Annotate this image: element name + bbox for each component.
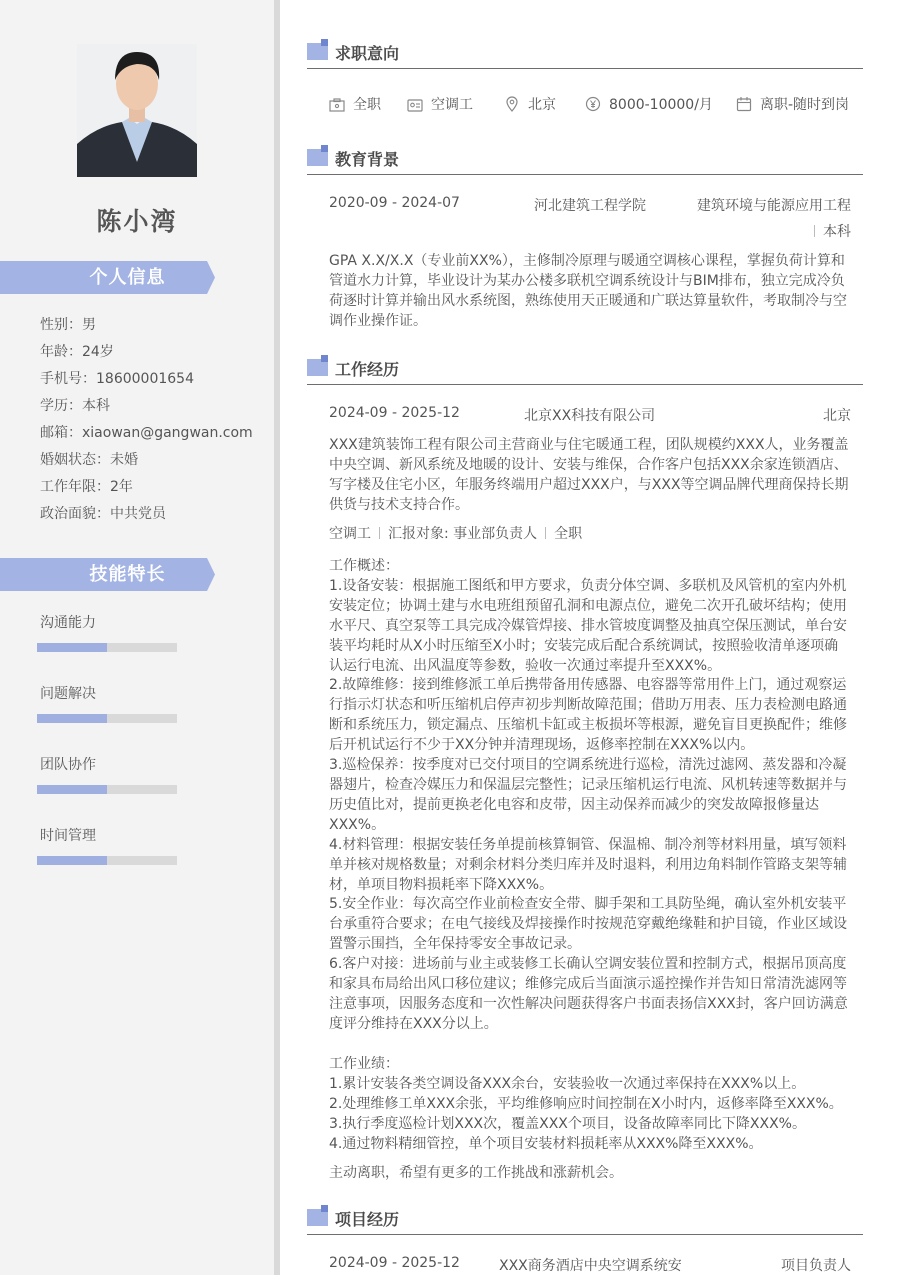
work-title: 工作经历	[335, 360, 400, 379]
intent-job-type-label: 全职	[353, 97, 381, 113]
education-description	[329, 251, 853, 331]
personal-info-header	[0, 261, 215, 294]
text-line: 度评分维持在XXX分以上。	[329, 1015, 498, 1032]
education-degree-wrap	[814, 221, 851, 241]
work-tag: 汇报对象: 事业部负责人	[388, 526, 538, 542]
work-header	[307, 355, 863, 385]
intent-salary-label: 8000-10000/月	[609, 97, 713, 113]
skill-bar	[37, 643, 177, 652]
text-line: 6.客户对接：进场前与业主或装修工长确认空调安装位置和控制方式，根据吊顶高度	[329, 956, 847, 973]
education-major: 建筑环境与能源应用工程	[697, 198, 851, 214]
calendar-icon	[736, 96, 752, 112]
work-company: 北京XX科技有限公司	[524, 408, 656, 424]
text-line: XXX%。	[329, 816, 386, 833]
personal-info-title: 个人信息	[89, 267, 166, 288]
text-line: 2.处理维修工单XXX余张，平均维修响应时间控制在X小时内，返修率降至XXX%。	[329, 1096, 843, 1112]
intent-position-label: 空调工	[431, 97, 473, 113]
tag-separator	[545, 527, 546, 539]
position-icon	[407, 98, 423, 112]
intent-job-type	[329, 94, 381, 114]
info-phone: 手机号：18600001654	[40, 371, 194, 387]
profile-photo	[77, 44, 197, 177]
text-line: 水平尺、真空泵等工具完成冷媒管焊接、排水管坡度调整及抽真空保压测试，单台安	[329, 617, 847, 634]
project-role: 项目负责人	[781, 1258, 851, 1274]
job-intent-title: 求职意向	[335, 44, 400, 63]
text-line: 装平均耗时从X小时压缩至X小时；安装完成后配合系统调试，按照验收清单逐项确	[329, 637, 839, 654]
info-education: 学历：本科	[40, 398, 110, 414]
education-header	[307, 145, 863, 175]
text-line: 1.设备安装：根据施工图纸和甲方要求，负责分体空调、多联机及风管机的室内外机	[329, 577, 847, 594]
skills-header	[0, 558, 215, 591]
text-line: 工作概述：	[329, 558, 399, 574]
skill-name: 沟通能力	[40, 615, 96, 631]
text-line: 台承重符合要求；在电气接线及焊接操作时按规范穿戴绝缘鞋和护目镜，作业区域设	[329, 916, 847, 933]
info-email: 邮箱：xiaowan@gangwan.com	[40, 425, 253, 441]
info-age: 年龄：24岁	[40, 344, 114, 360]
degree-separator	[814, 225, 815, 237]
text-line: 2.故障维修：接到维修派工单后携带备用传感器、电容器等常用件上门，通过观察运	[329, 677, 847, 694]
skill-bar	[37, 856, 177, 865]
text-line: 3.巡检保养：按季度对已交付项目的空调系统进行巡检，清洗过滤网、蒸发器和冷凝	[329, 757, 847, 774]
skill-name: 团队协作	[40, 757, 96, 773]
text-line: 供货与技术支持合作。	[329, 497, 469, 513]
skill-bar-fill	[37, 643, 107, 652]
info-years: 工作年限：2年	[40, 479, 133, 495]
work-tag: 全职	[554, 526, 583, 542]
skill-bar-fill	[37, 714, 107, 723]
skill-item	[40, 825, 180, 845]
skill-name: 问题解决	[40, 686, 96, 702]
skill-bar-fill	[37, 785, 107, 794]
text-line: 4.通过物料精细管控，单个项目安装材料损耗率从XXX%降至XXX%。	[329, 1136, 763, 1152]
education-degree: 本科	[823, 224, 851, 240]
text-line: 调作业操作证。	[329, 313, 427, 329]
skill-name: 时间管理	[40, 828, 96, 844]
candidate-name: 陈小湾	[96, 207, 178, 236]
project-header	[307, 1205, 863, 1235]
education-school: 河北建筑工程学院	[534, 198, 646, 214]
work-period: 2024-09 - 2025-12	[329, 405, 460, 421]
location-pin-icon	[504, 96, 520, 112]
skill-bar-fill	[37, 856, 107, 865]
intent-city	[504, 94, 556, 114]
info-marital: 婚姻状态：未婚	[40, 452, 138, 468]
text-line: 器翅片，检查冷媒压力和保温层完整性；记录压缩机运行电流、风机转速等数据并与	[329, 776, 847, 793]
intent-salary	[585, 94, 713, 114]
skill-bar	[37, 785, 177, 794]
skill-item	[40, 612, 180, 632]
text-line: 工作业绩：	[329, 1056, 399, 1072]
intent-availability-label: 离职-随时到岗	[760, 97, 850, 113]
text-line: 单并核对规格数量；对剩余材料分类归库并及时退料，利用边角料制作管路支架等辅	[329, 856, 847, 873]
education-title: 教育背景	[335, 150, 400, 169]
yen-coin-icon	[585, 96, 601, 112]
personal-info-list	[40, 312, 253, 528]
text-line: 管道水力计算，毕业设计为某办公楼多联机空调系统设计与BIM排布，独立完成冷负	[329, 273, 845, 289]
work-tags	[329, 523, 582, 543]
work-results	[329, 1054, 853, 1154]
text-line: 写字楼及住宅小区，年服务终端用户超过XXX户，与XXX等空调品牌代理商保持长期	[329, 477, 849, 493]
text-line: 3.执行季度巡检计划XXX次，覆盖XXX个项目，设备故障率同比下降XXX%。	[329, 1116, 806, 1132]
sidebar-divider	[274, 0, 280, 1275]
text-line: 注意事项，因服务态度和一次性解决问题获得客户书面表扬信XXX封，客户回访满意	[329, 995, 848, 1012]
work-company-intro	[329, 435, 853, 515]
tag-separator	[379, 527, 380, 539]
text-line: 行指示灯状态和听压缩机启停声初步判断故障范围；借助万用表、压力表检测电路通	[329, 697, 847, 714]
intent-availability	[736, 94, 849, 114]
text-line: 5.安全作业：每次高空作业前检查安全带、脚手架和工具防坠绳，确认室外机安装平	[329, 896, 847, 913]
text-line: 和家具布局给出风口移位建议；维修完成后当面演示遥控操作并告知日常清洗滤网等	[329, 976, 847, 993]
work-city: 北京	[823, 408, 851, 424]
work-tag: 空调工	[329, 526, 371, 542]
text-line: 置警示围挡，全年保持零安全事故记录。	[329, 936, 581, 953]
project-title: 项目经历	[335, 1210, 400, 1229]
skill-bar	[37, 714, 177, 723]
section-marker-icon	[307, 1205, 328, 1226]
intent-city-label: 北京	[528, 97, 556, 113]
skill-item	[40, 683, 180, 703]
text-line: XXX建筑装饰工程有限公司主营商业与住宅暖通工程，团队规模约XXX人，业务覆盖	[329, 437, 849, 453]
intent-position	[407, 94, 473, 114]
section-marker-icon	[307, 145, 328, 166]
text-line: 安装定位；协调土建与水电班组预留孔洞和电源点位，避免二次开孔破坏结构；使用	[329, 597, 847, 614]
sidebar	[0, 0, 274, 1275]
text-line: 1.累计安装各类空调设备XXX余台，安装验收一次通过率保持在XXX%以上。	[329, 1076, 806, 1092]
text-line: 后开机试运行不少于XX分钟并清理现场，返修率控制在XXX%以内。	[329, 737, 755, 754]
text-line: 4.材料管理：根据安装任务单提前核算铜管、保温棉、制冷剂等材料用量，填写领料	[329, 836, 847, 853]
project-name: XXX商务酒店中央空调系统安	[499, 1258, 682, 1274]
project-period: 2024-09 - 2025-12	[329, 1255, 460, 1271]
section-marker-icon	[307, 39, 328, 60]
education-period: 2020-09 - 2024-07	[329, 195, 460, 211]
job-intent-header	[307, 39, 863, 69]
info-political: 政治面貌：中共党员	[40, 506, 166, 522]
briefcase-icon	[329, 98, 345, 112]
text-line: 中央空调、新风系统及地暖的设计、安装与维保，合作客户包括XXX余家连锁酒店、	[329, 457, 848, 473]
info-gender: 性别：男	[40, 317, 96, 333]
text-line: 历史值比对，提前更换老化电容和皮带，因主动保养而减少的突发故障报修量达	[329, 796, 819, 813]
text-line: 认运行电流、出风温度等参数，验收一次通过率提升至XXX%。	[329, 657, 722, 674]
skill-item	[40, 754, 180, 774]
text-line: 荷逐时计算并输出风水系统图，熟练使用天正暖通和广联达算量软件，考取制冷与空	[329, 293, 847, 309]
skills-title: 技能特长	[89, 564, 166, 585]
text-line: GPA X.X/X.X（专业前XX%），主修制冷原理与暖通空调核心课程，掌握负荷计算和	[329, 253, 845, 269]
section-marker-icon	[307, 355, 328, 376]
work-details	[329, 557, 853, 1035]
work-leave-reason: 主动离职，希望有更多的工作挑战和涨薪机会。	[329, 1165, 623, 1181]
text-line: 断和系统压力，锁定漏点、压缩机卡缸或主板损坏等根源，避免盲目更换配件；维修	[329, 717, 847, 734]
text-line: 材，单项目物料损耗率下降XXX%。	[329, 876, 554, 893]
